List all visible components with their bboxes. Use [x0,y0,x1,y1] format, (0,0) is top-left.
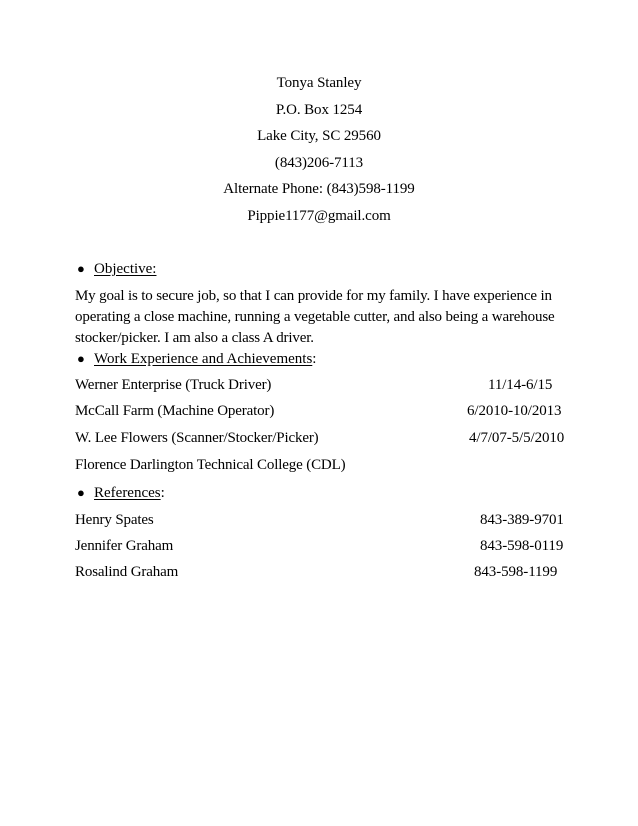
reference-name: Jennifer Graham [75,538,174,554]
bullet-icon: ● [77,261,85,276]
objective-heading-label: Objective: [94,261,157,277]
work-item [75,400,638,422]
references-heading-label: References [94,485,161,501]
city-state-zip: Lake City, SC 29560 [257,128,381,144]
bullet-icon: ● [77,351,85,366]
work-experience-heading [77,349,317,369]
work-experience-heading-colon: : [312,351,317,367]
reference-item [75,509,638,531]
reference-phone: 843-598-1199 [474,564,558,580]
bullet-icon: ● [77,485,85,500]
work-item [75,454,638,476]
objective-text: My goal is to secure job, so that I can provide for my family. I have experience in operating a close machine, running a vegetable cutter, and also being a warehouse stocker/picker. I am also a class A driver. [75,288,555,346]
reference-item [75,561,638,583]
work-dates: 4/7/07-5/5/2010 [469,430,565,446]
work-experience-heading-label: Work Experience and Achievements [94,351,313,367]
po-box: P.O. Box 1254 [275,101,363,118]
work-employer: W. Lee Flowers (Scanner/Stocker/Picker) [75,430,319,446]
work-dates: 6/2010-10/2013 [467,403,562,419]
work-employer: Florence Darlington Technical College (CDL) [75,457,346,473]
reference-name: Rosalind Graham [75,564,179,580]
work-employer: Werner Enterprise (Truck Driver) [75,377,272,393]
references-heading-colon: : [160,485,165,501]
reference-phone: 843-389-9701 [480,512,564,528]
work-employer: McCall Farm (Machine Operator) [75,403,275,419]
work-item [75,374,638,396]
reference-name: Henry Spates [75,512,154,528]
objective-heading [77,259,157,279]
applicant-name: Tonya Stanley [276,75,362,91]
reference-item [75,535,638,557]
phone-number: (843)206-7113 [274,154,364,171]
email-address: Pippie1177@gmail.com [247,207,391,224]
work-item [75,427,638,449]
alternate-phone: Alternate Phone: (843)598-1199 [223,181,415,197]
contact-header [0,72,638,231]
work-dates: 11/14-6/15 [488,377,553,393]
reference-phone: 843-598-0119 [480,538,564,554]
references-heading [77,483,165,503]
